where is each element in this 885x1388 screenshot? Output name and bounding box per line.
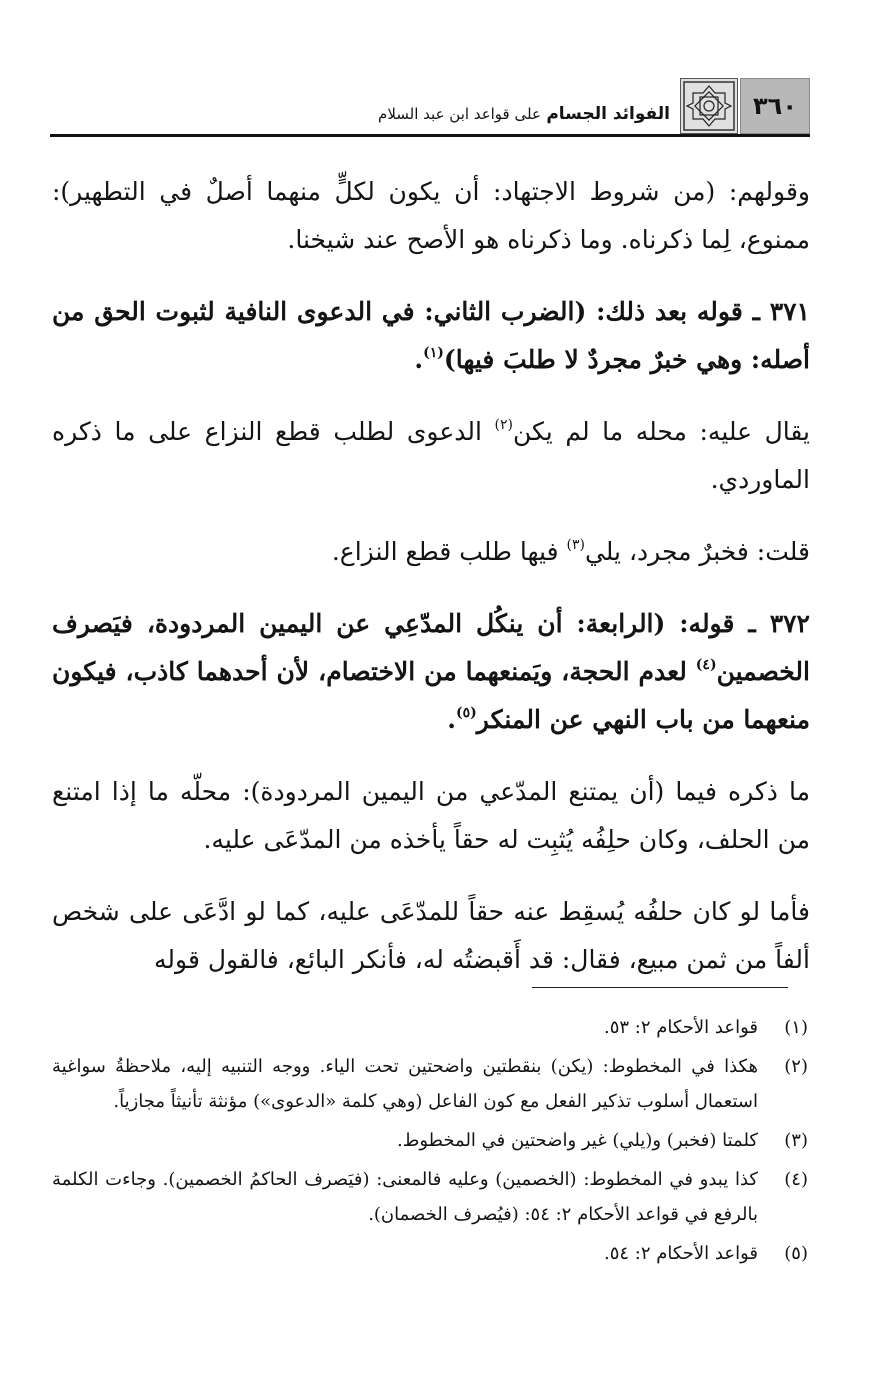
- header-rule: [50, 134, 810, 137]
- ornament-icon: [680, 78, 738, 134]
- footnote-number: (٥): [784, 1243, 808, 1264]
- footnote-number: (٢): [784, 1056, 808, 1077]
- footnotes: [52, 1010, 808, 1275]
- footnote: [52, 1123, 808, 1158]
- paragraph-text: فيها طلب قطع النزاع.: [331, 537, 567, 566]
- paragraph-text: ٣٧٢ ـ قوله: (الرابعة: أن ينكُل المدّعِي عن اليمين المردودة، فيَصرف الخصمين: [52, 609, 810, 686]
- footnote: [52, 1162, 808, 1232]
- footnote-text: قواعد الأحكام ٢: ٥٣.: [603, 1017, 758, 1038]
- footnote-number: (٣): [784, 1130, 808, 1151]
- paragraph-text: يقال عليه: محله ما لم يكن: [512, 417, 811, 446]
- footnote: [52, 1049, 808, 1119]
- paragraph: [52, 528, 810, 576]
- paragraph-text: قلت: فخبرٌ مجرد، يلي: [584, 537, 810, 566]
- footnote-text: هكذا في المخطوط: (يكن) بنقطتين واضحتين تحت الياء. ووجه التنبيه إليه، ملاحظةُ سواغية استعمال أسلوب تذكير الفعل مع كون الفاعل (وهي كلمة «الدعوى») مؤنثة تأنيثاً مجازياً.: [52, 1056, 758, 1112]
- paragraph-text: لعدم الحجة، ويَمنعهما من الاختصام، لأن أحدهما كاذب، فيكون منعهما من باب النهي عن المنكر: [52, 657, 810, 734]
- footnote-marker: (٣): [566, 537, 585, 553]
- footnote-marker: (٤): [695, 657, 717, 673]
- book-subtitle: على قواعد ابن عبد السلام: [378, 105, 541, 123]
- footnote: [52, 1236, 808, 1271]
- footnote-separator: [532, 987, 788, 988]
- paragraph-text: ٣٧١ ـ قوله بعد ذلك: (الضرب الثاني: في الدعوى النافية لثبوت الحق من أصله: وهي خبرٌ مجردٌ لا طلبَ فيها): [52, 297, 810, 374]
- footnote: [52, 1010, 808, 1045]
- footnote-text: قواعد الأحكام ٢: ٥٤.: [603, 1243, 758, 1264]
- paragraph-372: [52, 600, 810, 744]
- footnote-marker: (٥): [456, 705, 477, 721]
- header-title: [378, 104, 670, 124]
- footnote-text: كذا يبدو في المخطوط: (الخصمين) وعليه فالمعنى: (فيَصرف الحاكمُ الخصمين). وجاءت الكلمة بالرفع في قواعد الأحكام ٢: ٥٤: (فيُصرف الخصمان).: [52, 1169, 758, 1225]
- paragraph-text: فأما لو كان حلفُه يُسقِط عنه حقاً للمدّعَى عليه، كما لو ادَّعَى على شخص ألفاً من ثمن مبيع، فقال: قد أَقبضتُه له، فأنكر البائع، فالقول قوله: [52, 897, 810, 974]
- footnote-marker: (١): [423, 345, 444, 361]
- paragraph: [52, 768, 810, 864]
- paragraph-text: وقولهم: (من شروط الاجتهاد: أن يكون لكلٍّ منهما أصلٌ في التطهير): ممنوع، لِما ذكرناه. وما ذكرناه هو الأصح عند شيخنا.: [52, 177, 810, 254]
- running-header: [50, 78, 810, 138]
- footnote-marker: (٢): [494, 417, 513, 433]
- footnote-number: (١): [784, 1017, 808, 1038]
- paragraph-text: .: [447, 705, 456, 734]
- book-title: الفوائد الجسام: [546, 104, 670, 124]
- page-number-box: [740, 78, 810, 134]
- page-number: ٣٦٠: [753, 92, 797, 120]
- paragraph-text: .: [414, 345, 424, 374]
- paragraph: [52, 408, 810, 504]
- paragraph: [52, 888, 810, 984]
- paragraph-371: [52, 288, 810, 384]
- main-text: [52, 168, 810, 1008]
- footnote-number: (٤): [784, 1169, 808, 1190]
- paragraph: [52, 168, 810, 264]
- footnote-text: كلمتا (فخبر) و(يلي) غير واضحتين في المخطوط.: [396, 1130, 758, 1151]
- paragraph-text: ما ذكره فيما (أن يمتنع المدّعي من اليمين المردودة): محلّه ما إذا امتنع من الحلف، وكان حلِفُه يُثبِت له حقاً يأخذه من المدّعَى عليه.: [52, 777, 810, 854]
- paragraph-text: الدعوى لطلب قطع النزاع على ما ذكره الماوردي.: [52, 417, 810, 494]
